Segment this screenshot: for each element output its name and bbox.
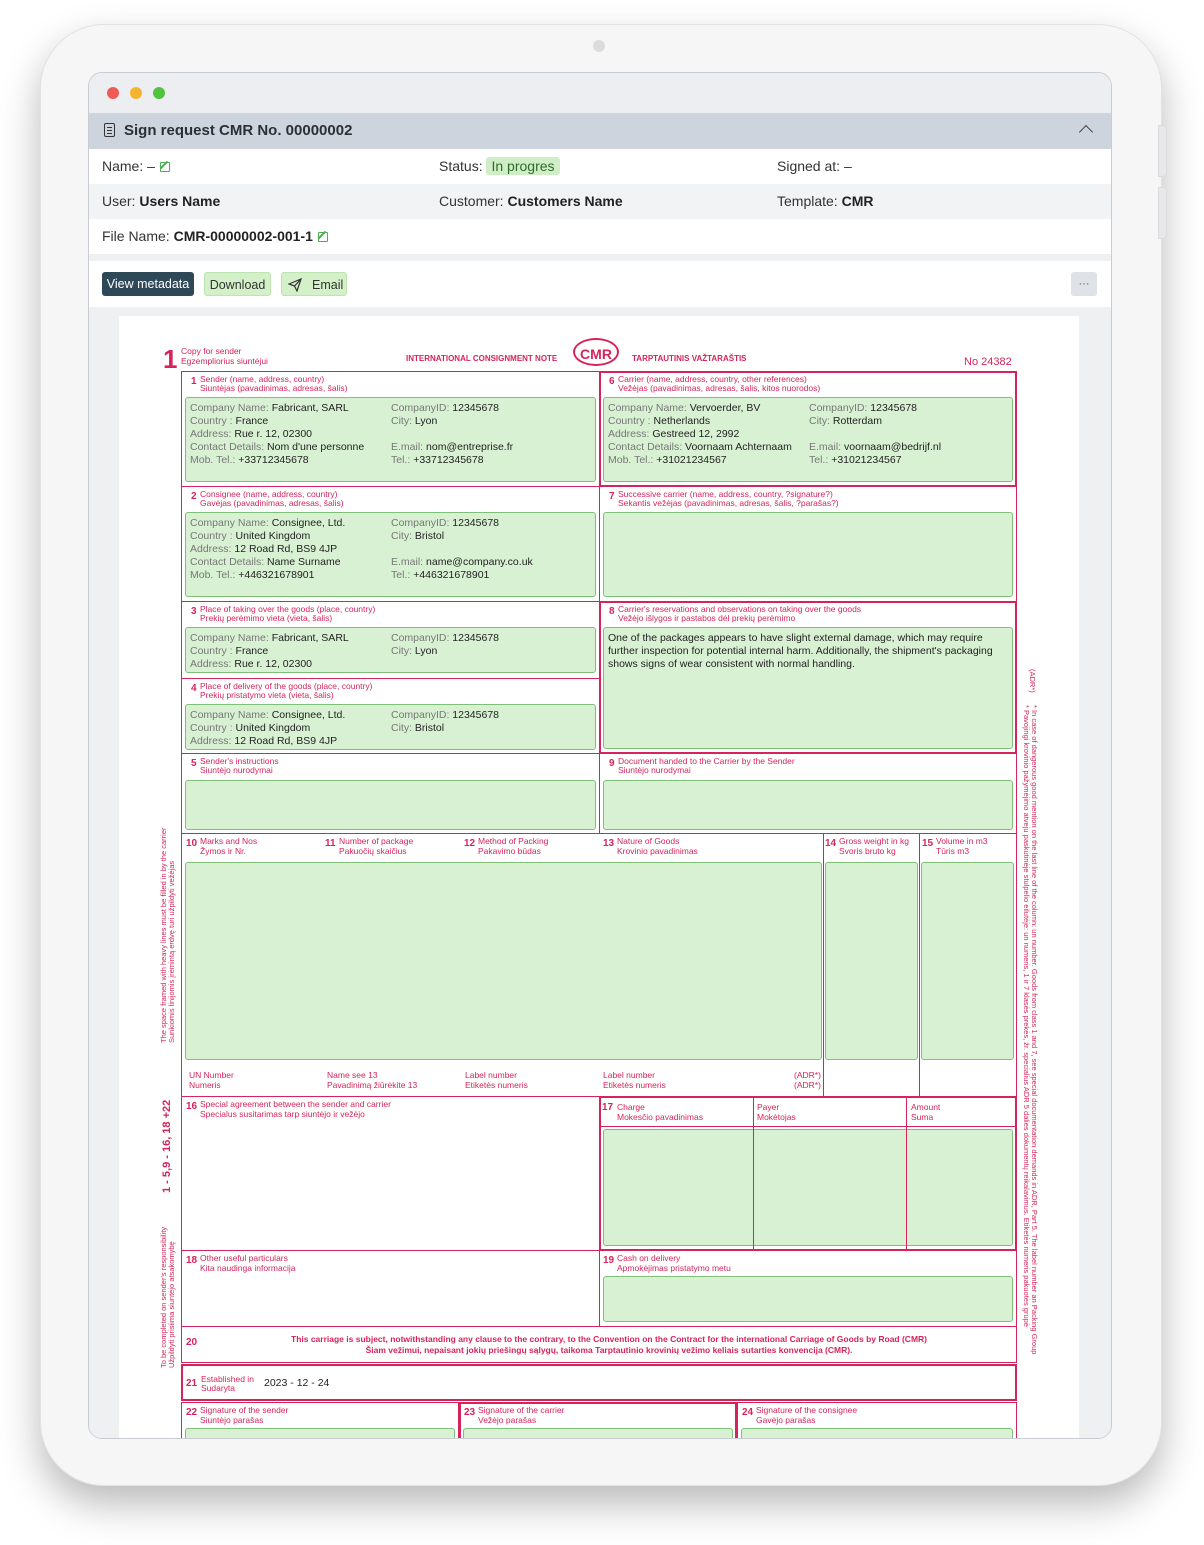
power-button [1158, 187, 1167, 239]
edit-name-icon[interactable] [160, 162, 170, 172]
instructions-field[interactable] [185, 780, 596, 830]
volume-field[interactable] [921, 862, 1014, 1060]
volume-button [1158, 125, 1167, 177]
side-note-carrier-lt: Sunkiomis linijomis įrėmintą erdvę turi užpildyti vežėjas [167, 860, 176, 1043]
copy-label-en: Copy for sender [181, 346, 242, 356]
successive-carrier-field[interactable] [603, 512, 1013, 597]
send-icon [288, 278, 302, 292]
info-row-3 [89, 219, 1111, 254]
copy-number: 1 [163, 344, 178, 374]
charges-header-line [601, 1126, 1015, 1127]
taking-over-field[interactable]: Company Name: Fabricant, SARL CompanyID: 12345678 Country : France City: Lyon Address: Rue r. 12, 02300 [185, 627, 596, 673]
carrier-field[interactable]: Company Name: Vervoerder, BV CompanyID: 12345678 Country : Netherlands City: Rotterdam Address: Gestreed 12, 2992 Contact Details: Voornaam Achternaam E.mail: voornaam@bedrijf.nl Mob. Tel.: +31021234567 Tel.: +31021234567 [603, 397, 1013, 482]
charges-field[interactable] [603, 1129, 1013, 1246]
app-window [88, 72, 1112, 1439]
user-field: User: Users Name [102, 193, 221, 209]
col-divider-14 [823, 833, 824, 1097]
status-field: Status: In progres [439, 158, 560, 174]
window-titlebar [89, 73, 1111, 113]
right-adr-note: (ADR*) [1028, 669, 1037, 693]
customer-field: Customer: Customers Name [439, 193, 623, 209]
info-row-1 [89, 149, 1111, 184]
sender-signature-field[interactable] [185, 1428, 455, 1438]
download-button[interactable]: Download [204, 272, 271, 296]
side-note-sender-lt: Užpildyti prisiima siuntėjo atsakomybę [167, 1241, 176, 1368]
close-window-button[interactable] [107, 87, 119, 99]
delivery-field[interactable]: Company Name: Consignee, Ltd. CompanyID: 12345678 Country : United Kingdom City: Bristol Address: 12 Road Rd, BS9 4JP [185, 704, 596, 750]
carrier-signature-field[interactable] [463, 1428, 733, 1438]
established-date[interactable]: 2023 - 12 - 24 [264, 1377, 330, 1389]
edit-file-name-icon[interactable] [318, 232, 328, 242]
camera-dot [593, 40, 605, 52]
side-note-carrier-en: The space framed with heavy lines must be filled in by the carrier [159, 827, 168, 1043]
gross-weight-field[interactable] [825, 862, 918, 1060]
consignee-signature-field[interactable] [741, 1428, 1013, 1438]
email-button[interactable]: Email [281, 272, 347, 296]
documents-field[interactable] [603, 780, 1013, 830]
copy-label-lt: Egzempliorius siuntėjui [181, 356, 268, 366]
divider [89, 254, 1111, 261]
charges-divider-4 [906, 1129, 907, 1246]
goods-description-field[interactable] [185, 862, 822, 1060]
right-note-lt: * Pavojingi krovinio pažymėjimo atveju paskutinėje stulpelio eilutėje: un numeris, 1 ir 7 klasės prekės, žr. specialius ADR 5 dalies dokumentų reikalavimus. Etiketės numeris pakuotės grupė [1022, 705, 1031, 1327]
cash-on-delivery-field[interactable] [603, 1276, 1013, 1322]
maximize-window-button[interactable] [153, 87, 165, 99]
file-name-field: File Name: CMR-00000002-001-1 [102, 228, 328, 244]
title-lt: TARPTAUTINIS VAŽTARAŠTIS [632, 354, 747, 363]
info-row-2 [89, 184, 1111, 219]
reservations-field[interactable]: One of the packages appears to have slight external damage, which may require further inspection for potential internal harm. Additionally, the shipment's packaging shows signs of wear consistent with normal handling. [603, 627, 1013, 749]
minimize-window-button[interactable] [130, 87, 142, 99]
sender-field[interactable]: Company Name: Fabricant, SARL CompanyID: 12345678 Country : France City: Lyon Address: Rue r. 12, 02300 Contact Details: Nom d'une personne E.mail: nom@entreprise.fr Mob. Tel.: +33712345678 Tel.: +33712345678 [185, 397, 596, 482]
side-note-sender-en: To be completed on sender's responsibility [159, 1226, 168, 1368]
more-options-button[interactable]: ··· [1071, 272, 1097, 296]
document-number: No 24382 [964, 356, 1012, 368]
charges-divider-3 [753, 1129, 754, 1246]
side-note-sections: 1 - 5,9 - 16, 18 +22 [161, 1099, 173, 1193]
title-en: INTERNATIONAL CONSIGNMENT NOTE [406, 354, 558, 363]
panel-header[interactable] [89, 113, 1111, 149]
signed-at-field: Signed at: – [777, 158, 852, 174]
right-note-en: * In case of dangerous good mention on the last line of the column: un number. Goods from class 1 and 7, see special documentation demands in ADR, Part 5. The label number an Packing Group [1030, 705, 1039, 1355]
cmr-logo: CMR [573, 338, 619, 366]
view-metadata-button[interactable]: View metadata [102, 272, 194, 296]
toolbar [89, 261, 1111, 307]
col-divider-15 [919, 833, 920, 1097]
document-icon [104, 123, 115, 137]
page-title: Sign request CMR No. 00000002 [124, 122, 353, 139]
cmr-document: 1 Copy for sender Egzempliorius siuntėjui INTERNATIONAL CONSIGNMENT NOTE CMR TARPTAUTINIS VAŽTARAŠTIS No 24382 1 Sender (name, address, country) Siuntėjas (pavadinimas, adresas, šalis) Company Name: Fabricant, SARL CompanyID: 12345678 Country : France City: Lyon Address: Rue r. 12, 02300 Contact Details: Nom d'une personne E.mail: nom@entreprise.fr Mob. Tel.: +33712345678 Tel.: +33712345678 6 Carrier (name, address, country, other references) Vežėjas (pavadinimas, adresas, šalis, kitos nuorodos) Company Name: Vervoerder, BV CompanyID: 12345678 Country : Netherlands City: Rotterdam Address: Gestreed 12, 2992 Contact Details: Voornaam Achternaam E.mail: voornaam@bedrijf.nl Mob. Tel.: +31021234567 Tel.: +31021234567 2 Consignee (name, address, country) Gavėjas (pavadinimas, adresas, šalis) Company Name: Consignee, Ltd. CompanyID: 12345678 Country : United Kingdom City: Bristol Address: 12 Road Rd, BS9 4JP Contact Details: Name Surname E.mail: name@company.co.uk Mob. Tel.: +446321678901 Tel.: +446321678901 7 Successive carrier (name, address, country, ?signature?) Sekantis vežėjas (pavadinimas, adresas, šalis, ?parašas?) 3 Place of taking over the goods (place, country) Prekių perėmimo vieta (vieta, šalis) Company Name: Fabricant, SARL CompanyID: 12345678 Country : France City: Lyon Address: Rue r. 12, 02300 8 Carrier's reservations and observations on taking over the goods Vežėjo išlygos ir pastabos dėl prekių perėmimo One of the packages appears to have slight external damage, which may require further inspection for potential internal harm. Additionally, the shipment's packaging shows signs of wear consistent with normal handling. 4 Place of delivery of the goods (place, country) Prekių pristatymo vieta (vieta, šalis) Company Name: Consignee, Ltd. CompanyID: 12345678 Country : United Kingdom City: Bristol Address: 12 Road Rd, BS9 4JP 5 Sender's instructions Siuntėjo nurodymai 9 Document handed to the Carrier by the Sender Siuntėjo nurodymai 10 Marks and Nos Žymos ir Nr. 11 Number of package Pakuočių skaičius 12 Method of Packing Pakavimo būdas 13 Nature of Goods Krovinio pavadinimas 14 Gross weight in kg Svoris bruto kg 15 Volume in m3 Tūris m3 UN Number Numeris Name see 13 Pavadinimą žiūrėkite 13 Label number Etiketės numeris Label number Etiketės numeris (ADR*) (ADR*) 16 Special agreement between the sender and carrier Specialus susitarimas tarp siuntėjo ir vežėjo 17 Charge Mokesčio pavadinimas Payer Mokėtojas Amount Suma 18 Other useful particulars Kita naudinga informacija 19 Cash on delivery Apmokėjimas pristatymo metu 20 This carriage is subject, notwithstanding any clause to the contrary, to the Convention on the Contract for the international Carriage of Goods by Road (CMR) Šiam vežimui, nepaisant jokių priešingų sąlygų, taikoma Tarptautinio krovinių vežimo keliais sutarties konvencija (CMR). 21 Established in Sudaryta 2023 - 12 - 24 22 Signature of the sender Siuntėjo parašas 23 Signature of the carrier Vežėjo parašas 24 Signature of the consignee Gavėjo parašas The space framed with heavy lines must be filled in by the carrier Sunkiomis linijomis įrėmintą erdvę turi užpildyti vežėjas 1 - 5,9 - 16, 18 +22 To be completed on sender's responsibility Užpildyti prisiima siuntėjo atsakomybę (ADR*) * In case of dangerous good mention on the last line of the column: un number. Goods from class 1 and 7, see special documentation demands in ADR, Part 5. The label number an Packing Group * Pavojingi krovinio pažymėjimo atveju paskutinėje stulpelio eilutėje: un numeris, 1 ir 7 klasės prekės, žr. specialius ADR 5 dalies dokumentų reikalavimus. Etiketės numeris pakuotės grupė [119, 316, 1079, 1438]
status-badge: In progres [486, 157, 559, 175]
collapse-chevron-icon[interactable] [1079, 125, 1093, 139]
name-field: Name: – [102, 158, 170, 174]
template-field: Template: CMR [777, 193, 874, 209]
consignee-field[interactable]: Company Name: Consignee, Ltd. CompanyID: 12345678 Country : United Kingdom City: Bristol Address: 12 Road Rd, BS9 4JP Contact Details: Name Surname E.mail: name@company.co.uk Mob. Tel.: +446321678901 Tel.: +446321678901 [185, 512, 596, 597]
